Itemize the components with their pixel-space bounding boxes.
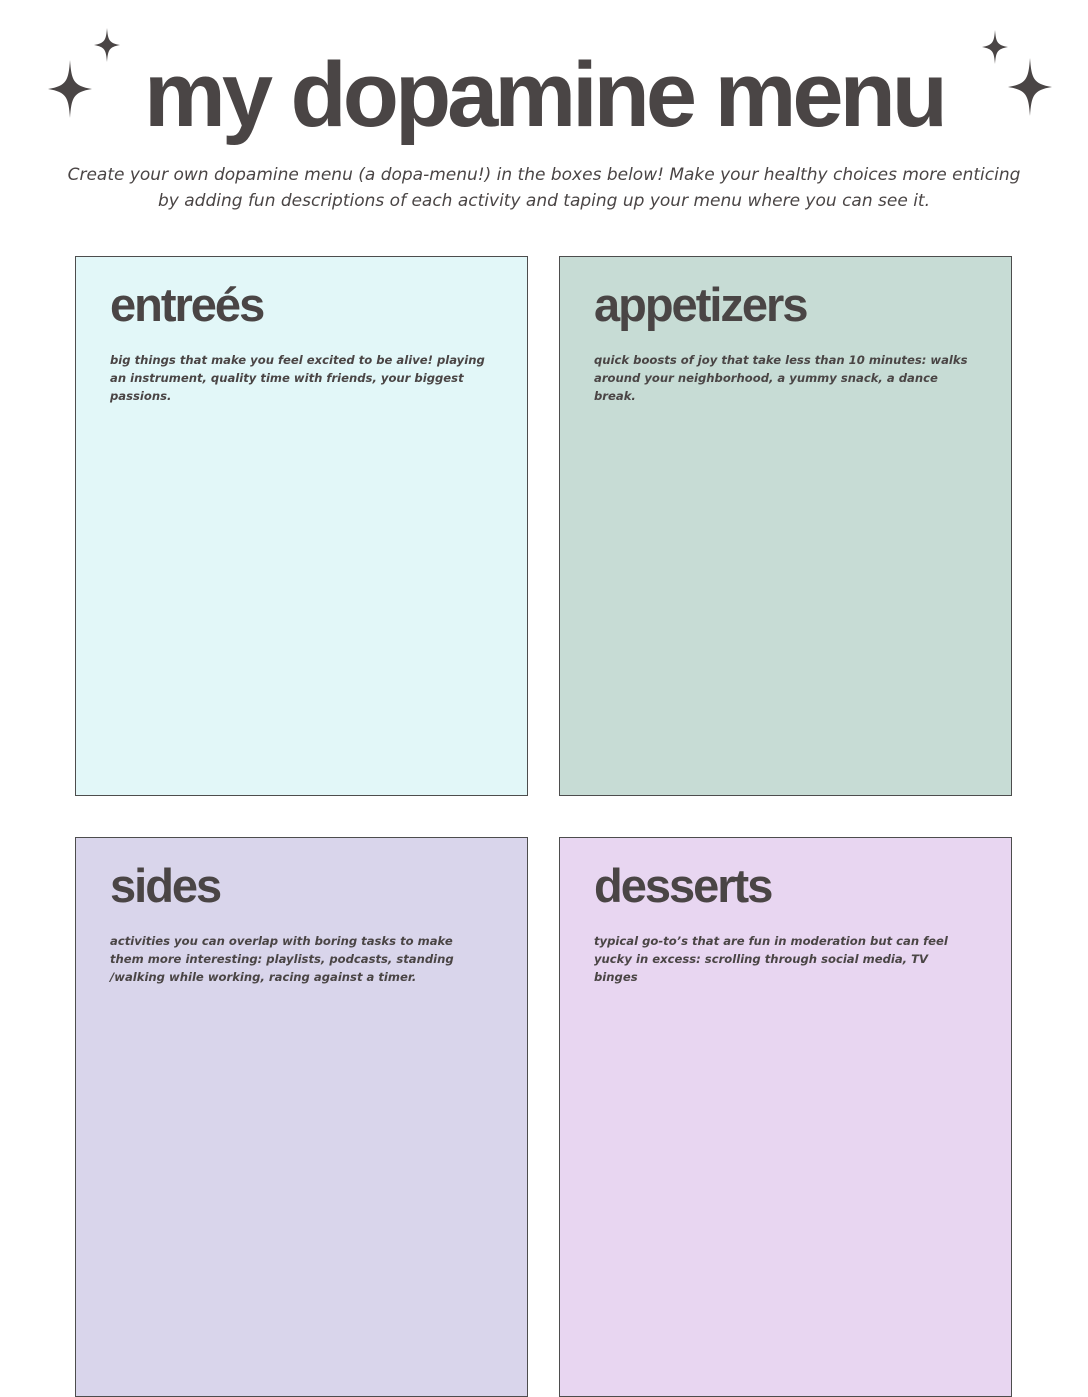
section-heading: sides [110, 859, 221, 912]
section-heading: desserts [594, 859, 772, 912]
appetizers-box[interactable] [559, 256, 1012, 796]
section-description: big things that make you feel excited to be alive! playing an instrument, quality time with friends, your biggest passions. [110, 353, 485, 403]
entrees-box[interactable] [75, 256, 528, 796]
desserts-box[interactable] [559, 837, 1012, 1397]
section-description: activities you can overlap with boring tasks to make them more interesting: playlists, podcasts, standing /walking while working, racing against a timer. [110, 934, 454, 984]
page-title: my dopamine menu [144, 44, 944, 146]
section-heading: appetizers [594, 278, 807, 331]
section-description: quick boosts of joy that take less than 10 minutes: walks around your neighborhood, a yummy snack, a dance break. [594, 353, 968, 403]
page-subtitle: Create your own dopamine menu (a dopa-menu!) in the boxes below! Make your healthy choices more enticing by adding fun descriptions of each activity and taping up your menu where you can see it. [67, 165, 1021, 211]
sides-box[interactable] [75, 837, 528, 1397]
section-description: typical go-to’s that are fun in moderation but can feel yucky in excess: scrolling through social media, TV binges [594, 934, 948, 984]
section-heading: entreés [110, 278, 264, 331]
